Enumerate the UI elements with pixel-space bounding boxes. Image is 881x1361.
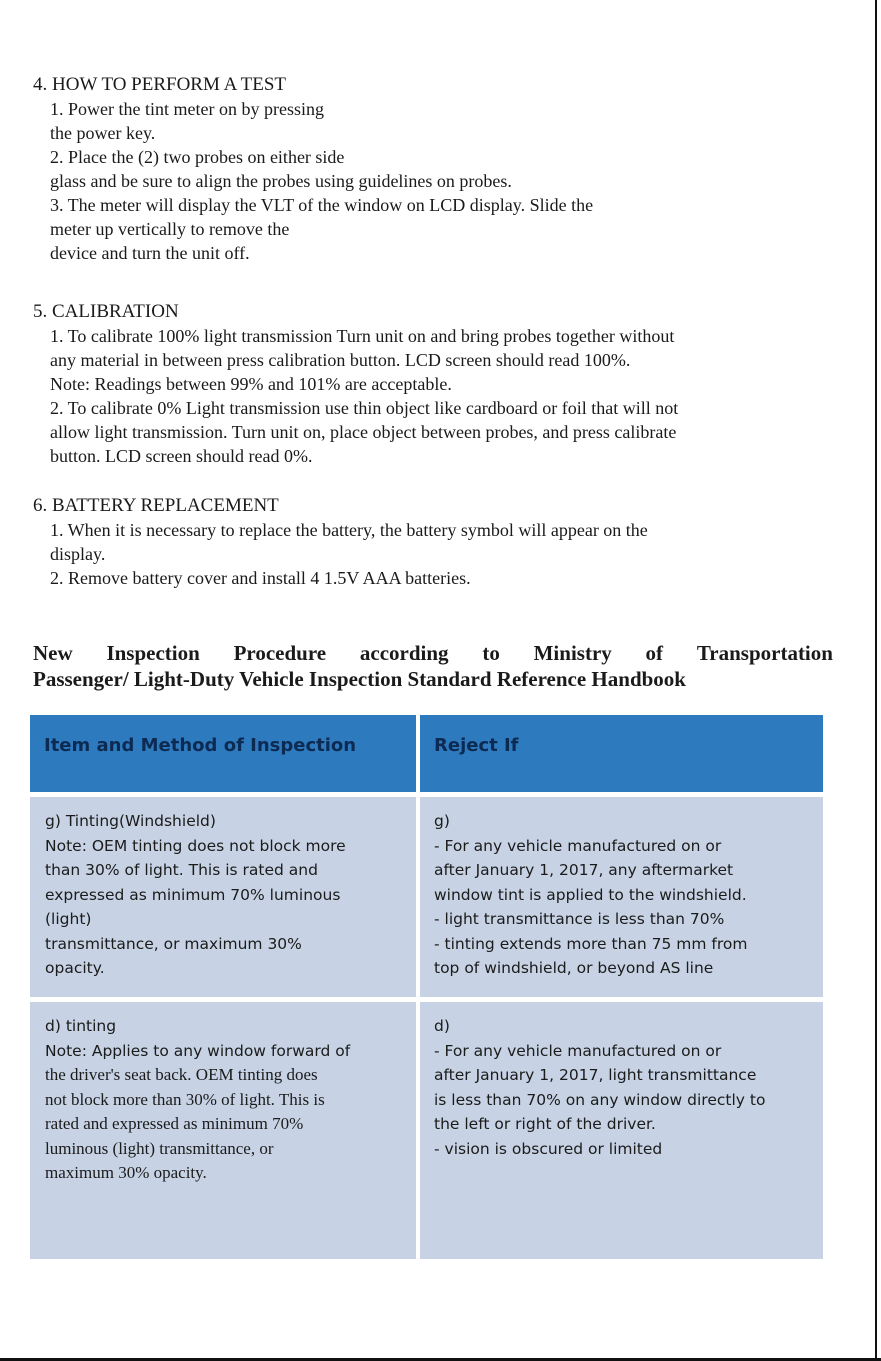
text-line: g) xyxy=(434,812,450,830)
heading-word: Inspection xyxy=(106,641,200,665)
text-line: meter up vertically to remove the xyxy=(50,219,290,239)
text-line: opacity. xyxy=(45,959,105,977)
text-line: d) xyxy=(434,1017,450,1035)
text-line: 1. When it is necessary to replace the battery, the battery symbol will appear on the xyxy=(50,520,648,540)
heading-word: Ministry xyxy=(533,641,612,665)
text-line: allow light transmission. Turn unit on, place object between probes, and press calibrate xyxy=(50,422,677,442)
text-line: after January 1, 2017, any aftermarket xyxy=(434,861,734,879)
list-item xyxy=(33,324,833,396)
heading-word: Procedure xyxy=(233,641,327,665)
heading-word: to xyxy=(482,641,500,665)
text-line: window tint is applied to the windshield. xyxy=(434,885,747,904)
list-item xyxy=(33,193,833,265)
text-line: luminous (light) transmittance, or xyxy=(45,1138,274,1158)
text-line: maximum 30% opacity. xyxy=(45,1163,207,1182)
table-cell-side-window-reject xyxy=(420,1002,823,1259)
heading-word: Transportation xyxy=(696,641,833,665)
text-line: than 30% of light. This is rated and xyxy=(45,861,318,879)
inspection-table xyxy=(30,715,823,1259)
section-perform-test xyxy=(33,73,833,265)
text-line: Note: Applies to any window forward of xyxy=(45,1041,351,1060)
table-header-reject-if: Reject If xyxy=(420,715,823,792)
table-cell-windshield-item xyxy=(30,797,416,997)
text-line: 2. Place the (2) two probes on either side xyxy=(50,147,345,167)
section-heading: 5. CALIBRATION xyxy=(33,301,179,322)
heading-word: New xyxy=(33,641,73,665)
text-line: 3. The meter will display the VLT of the window on LCD display. Slide the xyxy=(50,195,594,215)
text-line: the power key. xyxy=(50,123,156,143)
text-line: after January 1, 2017, light transmittance xyxy=(434,1066,757,1084)
section-calibration xyxy=(33,300,833,468)
text-line: top of windshield, or beyond AS line xyxy=(434,959,714,977)
text-line: - tinting extends more than 75 mm from xyxy=(434,934,748,953)
text-line: button. LCD screen should read 0%. xyxy=(50,446,313,466)
text-line: 1. Power the tint meter on by pressing xyxy=(50,99,324,119)
text-line: not block more than 30% of light. This is xyxy=(45,1089,325,1109)
text-line: the left or right of the driver. xyxy=(434,1115,656,1133)
text-line: g) Tinting(Windshield) xyxy=(45,812,216,830)
page-edge-rule xyxy=(875,0,877,1361)
heading-word: of xyxy=(645,641,664,665)
table-cell-side-window-item xyxy=(30,1002,416,1259)
list-item xyxy=(33,145,833,193)
text-line: - light transmittance is less than 70% xyxy=(434,910,725,928)
list-item xyxy=(33,566,833,590)
text-line: any material in between press calibration button. LCD screen should read 100%. xyxy=(50,350,631,370)
text-line: display. xyxy=(50,544,106,564)
list-item xyxy=(33,396,833,468)
table-header-item-method: Item and Method of Inspection xyxy=(30,715,416,792)
text-line: - For any vehicle manufactured on or xyxy=(434,1041,722,1060)
text-line: rated and expressed as minimum 70% xyxy=(45,1114,304,1133)
heading-word: according xyxy=(359,641,449,665)
section-battery-replacement xyxy=(33,494,833,590)
text-line: - For any vehicle manufactured on or xyxy=(434,836,722,855)
section-heading: 4. HOW TO PERFORM A TEST xyxy=(33,74,287,95)
section-heading: 6. BATTERY REPLACEMENT xyxy=(33,495,279,516)
text-line: device and turn the unit off. xyxy=(50,243,250,263)
text-line: d) tinting xyxy=(45,1017,117,1035)
text-line: transmittance, or maximum 30% xyxy=(45,934,302,953)
text-line: - vision is obscured or limited xyxy=(434,1139,663,1158)
heading-line-2: Passenger/ Light-Duty Vehicle Inspection Standard Reference Handbook xyxy=(33,667,686,691)
text-line: 1. To calibrate 100% light transmission Turn unit on and bring probes together without xyxy=(50,326,675,346)
heading-line-1 xyxy=(33,640,833,666)
text-line: expressed as minimum 70% luminous xyxy=(45,885,341,904)
text-line: Note: Readings between 99% and 101% are acceptable. xyxy=(50,374,452,394)
text-line: the driver's seat back. OEM tinting does xyxy=(45,1065,318,1084)
text-line: (light) xyxy=(45,910,92,928)
text-line: glass and be sure to align the probes using guidelines on probes. xyxy=(50,171,512,191)
text-line: Note: OEM tinting does not block more xyxy=(45,836,346,855)
text-line: 2. Remove battery cover and install 4 1.5V AAA batteries. xyxy=(50,568,471,588)
procedure-heading xyxy=(33,640,833,692)
text-line: 2. To calibrate 0% Light transmission use thin object like cardboard or foil that will not xyxy=(50,398,679,418)
list-item xyxy=(33,518,833,566)
table-cell-windshield-reject xyxy=(420,797,823,997)
list-item xyxy=(33,97,833,145)
text-line: is less than 70% on any window directly to xyxy=(434,1090,766,1109)
